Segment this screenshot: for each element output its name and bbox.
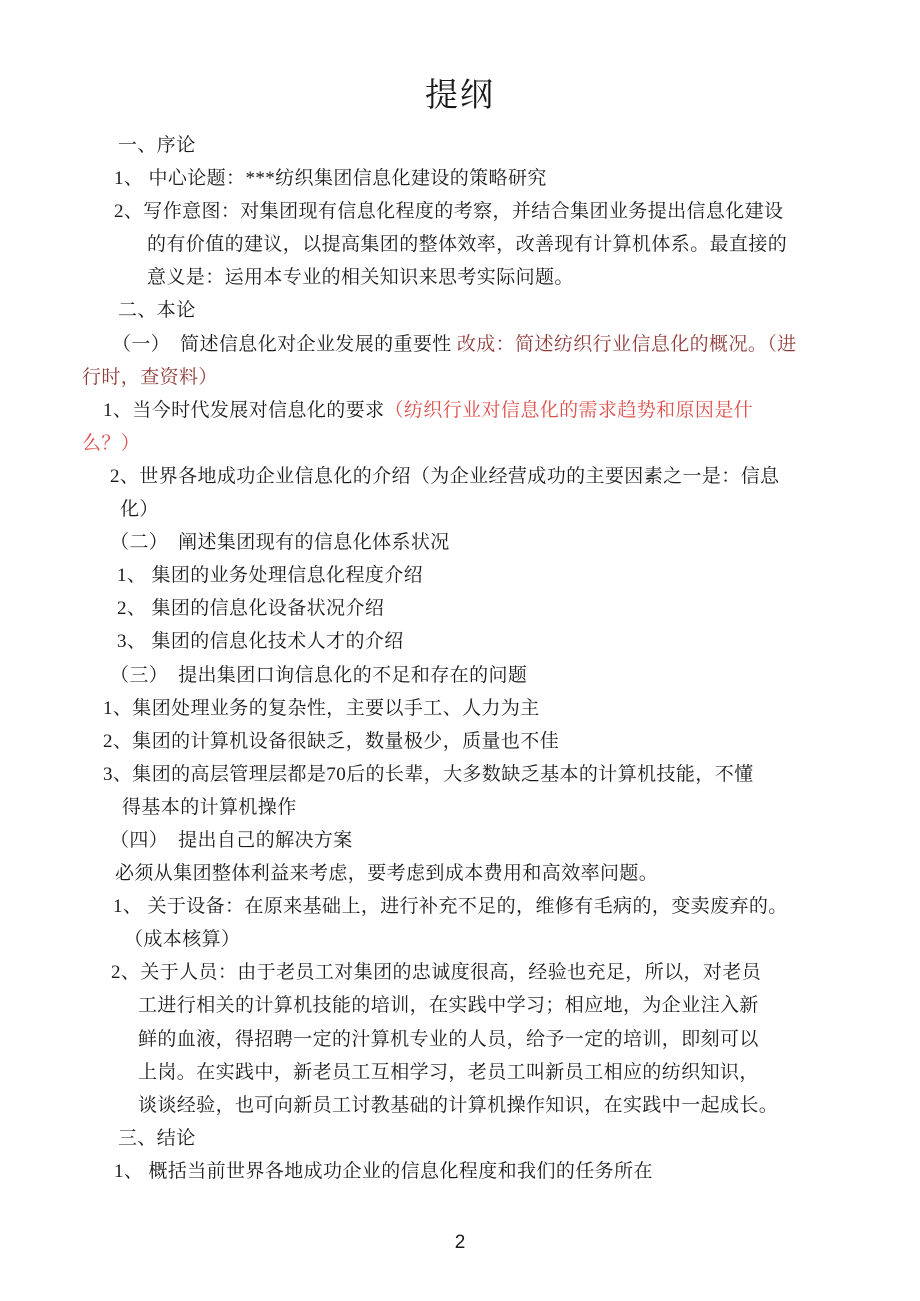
outline-line [103, 758, 920, 791]
outline-line [110, 659, 920, 692]
line-text: 意义是：运用本专业的相关知识来思考实际问题。 [147, 267, 574, 289]
outline-line [103, 394, 920, 427]
line-text: （一） 简述信息化对企业发展的重要性 [112, 333, 457, 355]
outline-line [122, 791, 920, 824]
line-text: 二、本论 [118, 300, 196, 322]
line-text: 一、序论 [118, 135, 196, 156]
outline-line [114, 162, 920, 195]
revision-text: 改成：简述纺织行业信息化的概况。（进 [456, 333, 797, 355]
revision-text: （纺织行业对信息化的需求趋势和原因是什 [384, 399, 754, 421]
line-text: 1、 概括当前世界各地成功企业的信息化程度和我们的任务所在 [114, 1160, 653, 1182]
line-text: 3、 集团的信息化技术人才的介绍 [117, 631, 404, 653]
line-text: 谈谈经验，也可向新员工讨教基础的计算机操作知识，在实践中一起成长。 [138, 1094, 779, 1116]
line-text: 上岗。在实践中，新老员工互相学习，老员工叫新员工相应的纺织知识， [138, 1061, 759, 1083]
line-text: 得基本的计算机操作 [122, 796, 297, 818]
line-text: （三） 提出集团口询信息化的不足和存在的问题 [110, 664, 528, 686]
outline-line [118, 294, 920, 327]
outline-line [138, 1023, 920, 1056]
outline-body [0, 129, 920, 1188]
outline-line [112, 328, 920, 361]
outline-line [138, 1056, 920, 1089]
line-text: 3、集团的高层管理层都是70后的长辈，大多数缺乏基本的计算机技能，不懂 [103, 763, 754, 785]
outline-line [113, 890, 920, 923]
outline-line [82, 427, 920, 460]
line-text: 的有价值的建议，以提高集团的整体效率，改善现有计算机体系。最直接的 [147, 234, 788, 256]
line-text: 化） [120, 499, 159, 521]
line-text: 2、世界各地成功企业信息化的介绍（为企业经营成功的主要因素之一是：信息 [110, 465, 780, 487]
line-text: 1、 集团的业务处理信息化程度介绍 [117, 565, 424, 587]
outline-line [110, 526, 920, 559]
line-text: 2、 集团的信息化设备状况介绍 [117, 598, 385, 620]
line-text: 必须从集团整体利益来考虑，要考虑到成本费用和高效率问题。 [115, 863, 659, 885]
outline-line [117, 559, 920, 592]
outline-line [118, 1122, 920, 1155]
outline-line [138, 989, 920, 1022]
line-text: 鲜的血液，得招聘一定的汁算机专业的人员，给予一定的培训，即刻可以 [138, 1028, 759, 1050]
line-text: 三、结论 [118, 1127, 196, 1149]
line-text: （成本核算） [124, 929, 241, 951]
outline-line [82, 361, 920, 394]
outline-line [120, 493, 920, 526]
line-text: 1、集团处理业务的复杂性，主要以手工、人力为主 [103, 697, 540, 719]
line-text: （四） 提出自己的解决方案 [110, 829, 353, 851]
outline-line [103, 725, 920, 758]
outline-line [115, 857, 920, 890]
page-number-label: 2 [454, 1232, 466, 1253]
line-text: （二） 阐述集团现有的信息化体系状况 [110, 532, 450, 554]
line-text: 1、 关于设备：在原来基础上，进行补充不足的，维修有毛病的，变卖废弃的。 [113, 896, 788, 918]
outline-line [110, 460, 920, 493]
line-text: 2、集团的计算机设备很缺乏，数量极少，质量也不佳 [103, 730, 560, 752]
document-title: 提纲 [425, 78, 495, 114]
outline-line [124, 923, 920, 956]
outline-line [111, 956, 920, 989]
outline-line [117, 592, 920, 625]
outline-line [103, 692, 920, 725]
outline-line [138, 1089, 920, 1122]
line-text: 2、写作意图：对集团现有信息化程度的考察，并结合集团业务提出信息化建设 [114, 201, 784, 223]
line-text: 2、关于人员：由于老员工对集团的忠诚度很高，经验也充足，所以，对老员 [111, 962, 762, 984]
outline-line [118, 129, 920, 162]
outline-line [114, 1155, 920, 1188]
outline-line [117, 625, 920, 658]
revision-text: 行时，查资料） [82, 366, 218, 388]
line-text: 1、当今时代发展对信息化的要求 [103, 399, 385, 421]
outline-line [110, 824, 920, 857]
revision-text: 么？） [82, 432, 141, 454]
outline-line [147, 228, 920, 261]
line-text: 工进行相关的计算机技能的培训，在实践中学习；相应地，为企业注入新 [138, 995, 759, 1017]
line-text: 1、 中心论题：***纺织集团信息化建设的策略研究 [114, 168, 547, 190]
outline-line [114, 195, 920, 228]
outline-line [147, 261, 920, 294]
